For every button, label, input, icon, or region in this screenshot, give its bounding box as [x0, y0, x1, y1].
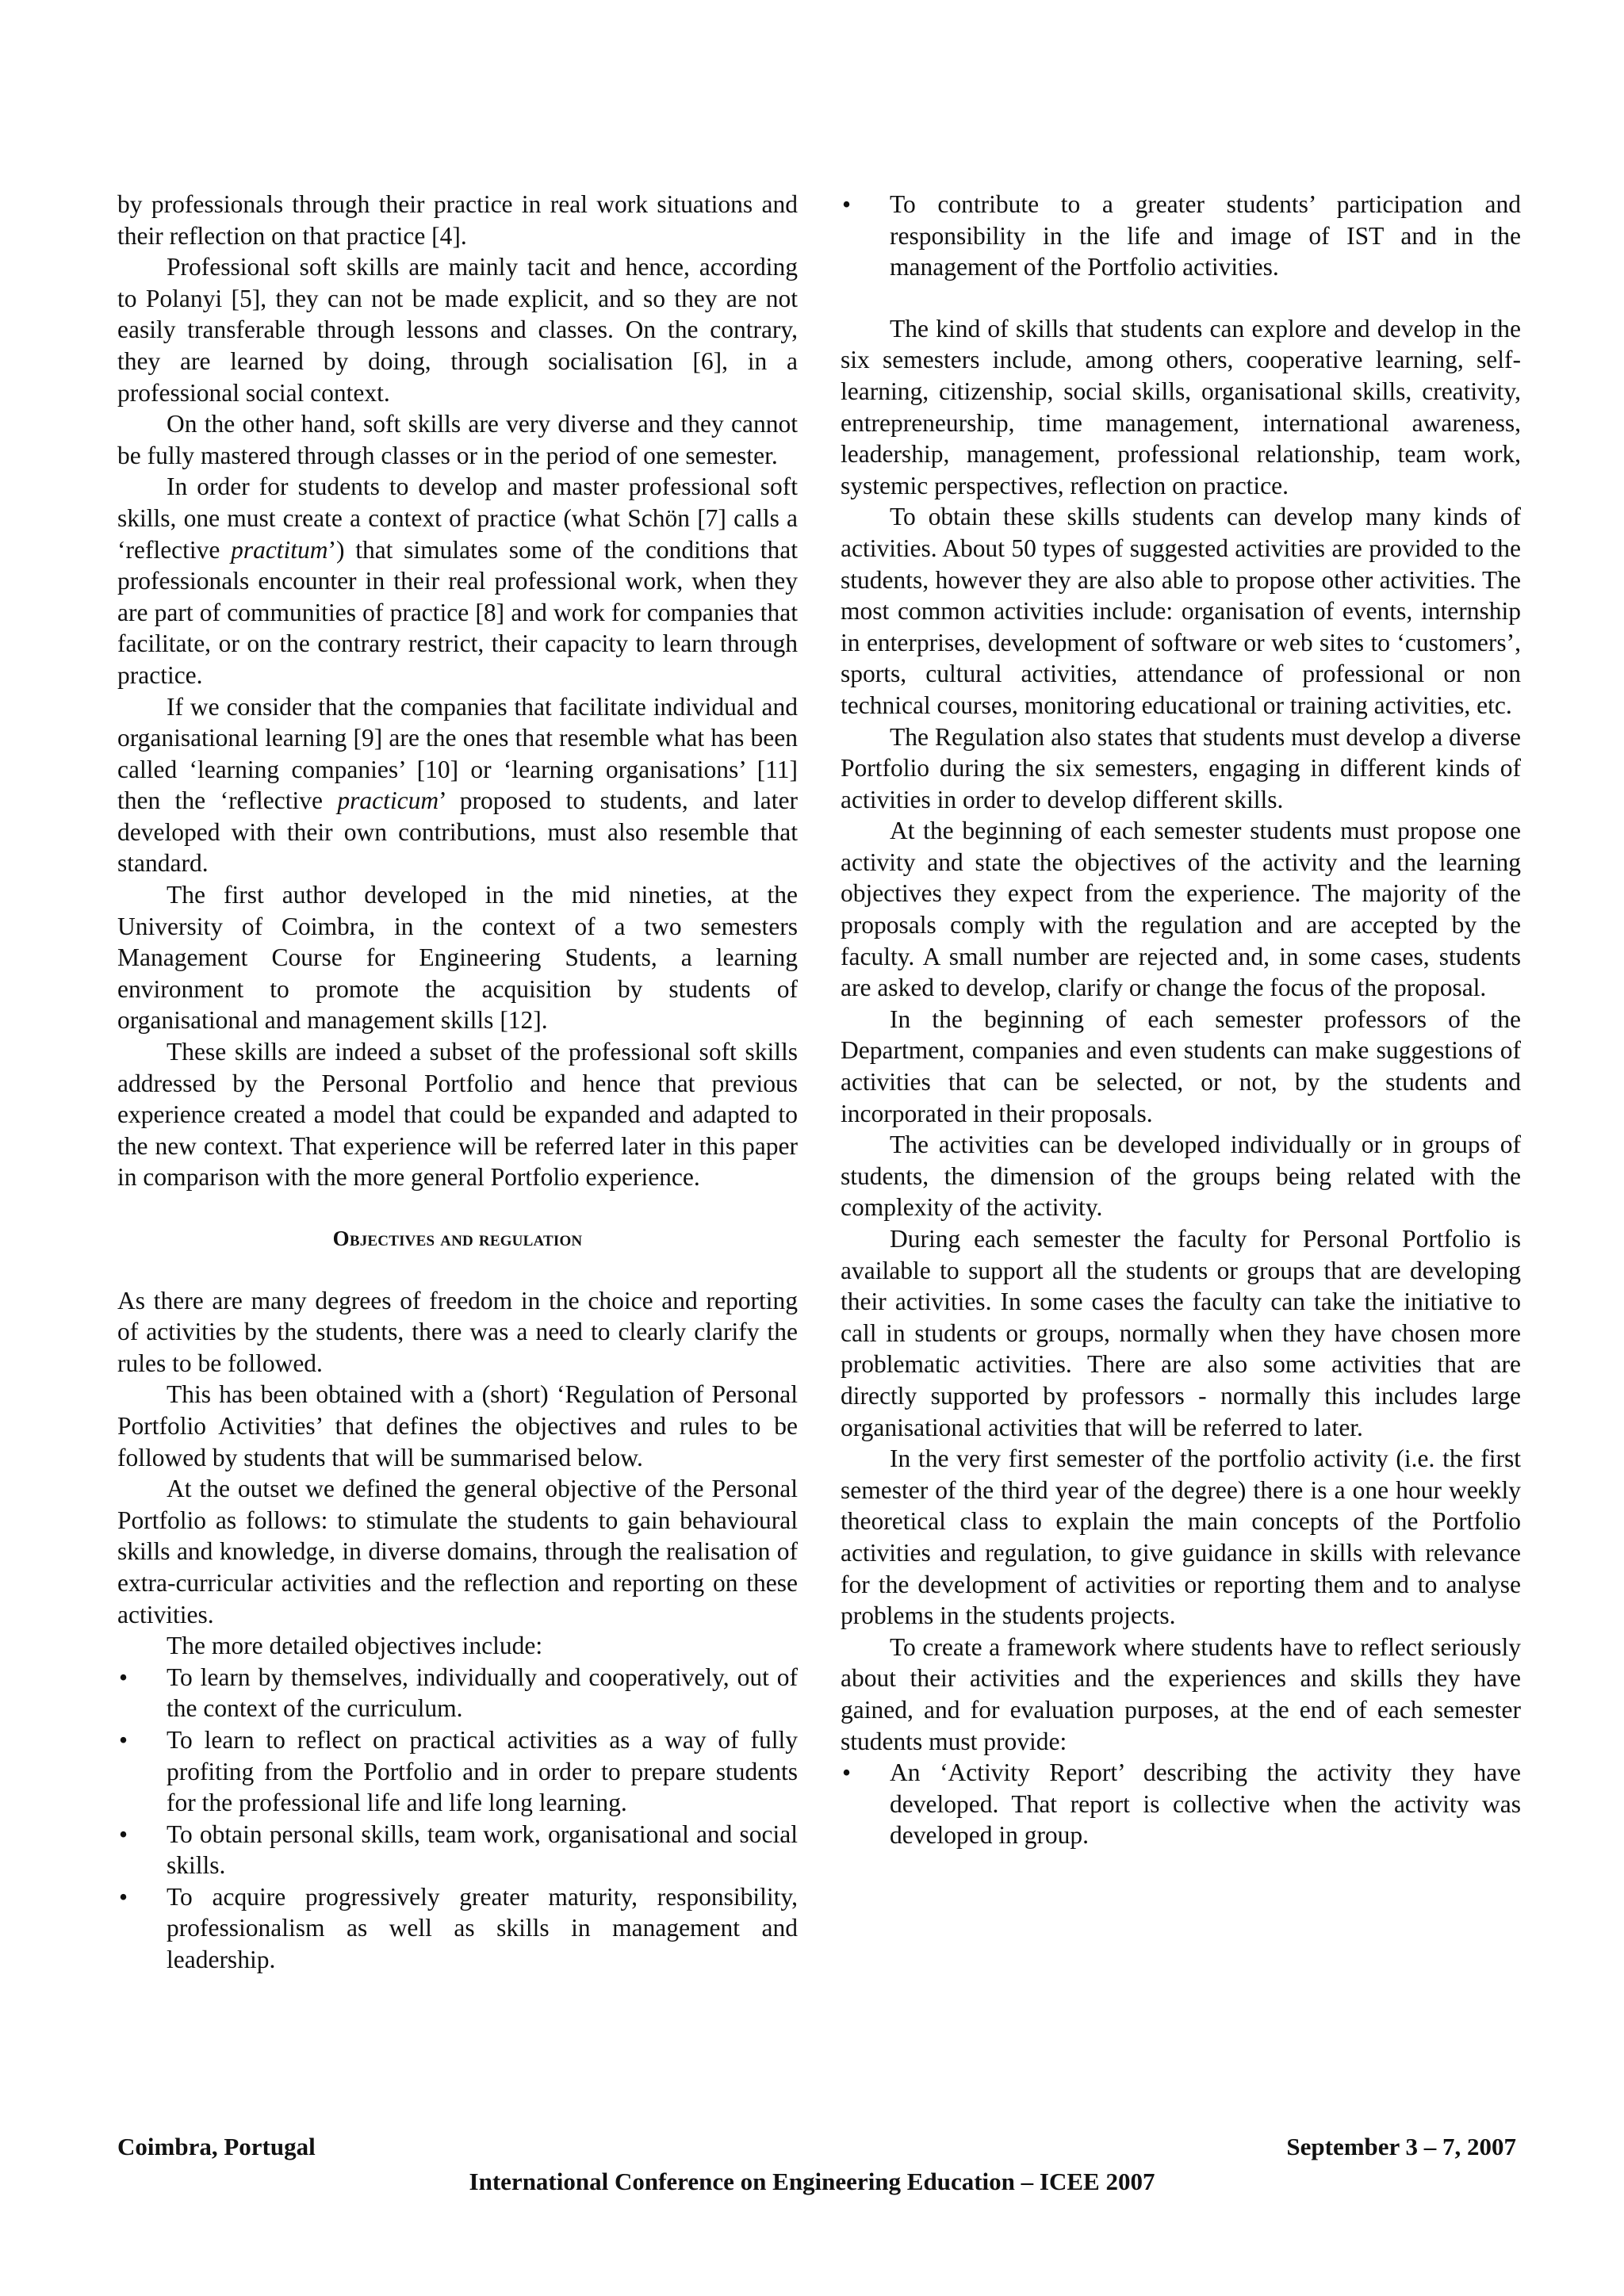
left-column — [117, 189, 798, 1976]
list-item — [117, 1819, 798, 1881]
objectives-list — [117, 1662, 798, 1976]
paragraph: On the other hand, soft skills are very diverse and they cannot be fully mastered through classes or in the period of one semester. — [117, 410, 798, 469]
text-run: In order for students to develop and master professional soft skills, one must create a context of practice (what Schön [7] calls a ‘reflective — [117, 473, 798, 564]
paragraph: These skills are indeed a subset of the professional soft skills addressed by the Personal Portfolio and hence that previous experience created a model that could be expanded and adapted to the new context. That experience will be referred later in this paper in comparison with the more general Portfolio experience. — [117, 1038, 798, 1192]
list-item — [117, 1881, 798, 1976]
bullet-icon: • — [842, 1758, 852, 1787]
list-item-text: To learn to reflect on practical activities as a way of fully profiting from the Portfolio and in order to prepare students for the professional life and life long learning. — [167, 1725, 798, 1817]
footer-dates: September 3 – 7, 2007 — [1286, 2133, 1516, 2160]
paragraph: In the very first semester of the portfolio activity (i.e. the first semester of the third year of the degree) there is a one hour weekly theoretical class to explain the main concepts of the Portfolio activities and regulation, to give guidance in skills with relevance for the development of activities or reporting them and to analyse problems in the students projects. — [841, 1445, 1521, 1630]
text-run: If we consider that the companies that facilitate individual and organisational learning [9] are the ones that resemble what has been called ‘learning companies’ [10] or ‘learning organisations’ [11] then the ‘reflective — [117, 692, 798, 815]
list-item — [117, 1662, 798, 1724]
list-item — [841, 1757, 1521, 1851]
list-item-text: To acquire progressively greater maturity, responsibility, professionalism as well as skills in management and leadership. — [167, 1882, 798, 1974]
footer-conference: International Conference on Engineering Education – ICEE 2007 — [469, 2168, 1155, 2195]
objectives-list-continued — [841, 189, 1521, 283]
italic-term: practicum — [337, 786, 439, 815]
bullet-icon: • — [119, 1820, 128, 1848]
paragraph: To obtain these skills students can develop many kinds of activities. About 50 types of suggested activities are provided to the students, however they are also able to propose other activities. The most common activities include: organisation of events, internship in enterprises, development of software or web sites to ‘customers’, sports, cultural activities, attendance of professional or non technical courses, monitoring educational or training activities, etc. — [841, 503, 1521, 719]
list-item-text: To obtain personal skills, team work, organisational and social skills. — [167, 1820, 798, 1880]
paragraph: This has been obtained with a (short) ‘Regulation of Personal Portfolio Activities’ that defines the objectives and rules to be followed by students that will be summarised below. — [117, 1380, 798, 1471]
footer-location: Coimbra, Portugal — [117, 2133, 316, 2160]
paragraph: The Regulation also states that students must develop a diverse Portfolio during the six semesters, engaging in different kinds of activities in order to develop different skills. — [841, 722, 1521, 813]
section-heading: Objectives and regulation — [332, 1226, 583, 1250]
paragraph: To create a framework where students have to reflect seriously about their activities and the experiences and skills they have gained, and for evaluation purposes, at the end of each semester students must provide: — [841, 1632, 1521, 1755]
bullet-icon: • — [119, 1725, 128, 1754]
paragraph: The first author developed in the mid nineties, at the University of Coimbra, in the context of a two semesters Management Course for Engineering Students, a learning environment to promote the acquisition by students of organisational and management skills [12]. — [117, 881, 798, 1035]
paragraph: During each semester the faculty for Personal Portfolio is available to support all the students or groups that are developing their activities. In some cases the faculty can take the initiative to call in students or groups, normally when they have chosen more problematic activities. There are also some activities that are directly supported by professors - normally this includes large organisational activities that will be referred to later. — [841, 1225, 1521, 1441]
list-item-text: An ‘Activity Report’ describing the activity they have developed. That report is collective when the activity was developed in group. — [890, 1758, 1521, 1850]
paragraph: The more detailed objectives include: — [167, 1632, 543, 1660]
paragraph — [117, 691, 798, 880]
list-item-text: To learn by themselves, individually and cooperatively, out of the context of the curriculum. — [167, 1663, 798, 1723]
list-item — [117, 1724, 798, 1819]
paragraph: At the beginning of each semester students must propose one activity and state the objectives of the activity and the learning objectives they expect from the experience. The majority of the proposals comply with the regulation and are accepted by the faculty. A small number are rejected and, in some cases, students are asked to develop, clarify or change the focus of the proposal. — [841, 817, 1521, 1002]
paragraph: In the beginning of each semester professors of the Department, companies and even students can make suggestions of activities that can be selected, or not, by the students and incorporated in their proposals. — [841, 1004, 1521, 1127]
paragraph: At the outset we defined the general objective of the Personal Portfolio as follows: to stimulate the students to gain behavioural skills and knowledge, in diverse domains, through the realisation of extra-curricular activities and the reflection and reporting on these activities. — [117, 1475, 798, 1628]
paragraph: by professionals through their practice in real work situations and their reflection on that practice [4]. — [117, 190, 798, 250]
bullet-icon: • — [119, 1663, 128, 1691]
list-item-text: To contribute to a greater students’ participation and responsibility in the life and image of IST and in the management of the Portfolio activities. — [890, 190, 1521, 281]
italic-term: practitum — [231, 535, 328, 564]
bullet-icon: • — [119, 1882, 128, 1911]
bullet-icon: • — [842, 190, 852, 218]
paragraph: The activities can be developed individually or in groups of students, the dimension of the groups being related with the complexity of the activity. — [841, 1131, 1521, 1222]
right-column — [841, 189, 1521, 1851]
text-run: ’ proposed to students, and later developed with their own contributions, must also resemble that standard. — [117, 786, 798, 878]
paragraph — [117, 471, 798, 691]
paragraph: The kind of skills that students can explore and develop in the six semesters include, among others, cooperative learning, self-learning, citizenship, social skills, organisational skills, creativity, entrepreneurship, time management, international awareness, leadership, management, professional relationship, team work, systemic perspectives, reflection on practice. — [841, 314, 1521, 499]
paragraph: As there are many degrees of freedom in the choice and reporting of activities by the students, there was a need to clearly clarify the rules to be followed. — [117, 1286, 798, 1377]
text-run: ’) that simulates some of the conditions that professionals encounter in their real professional work, when they are part of communities of practice [8] and work for companies that facilitate, or on the contrary restrict, their capacity to learn through practice. — [117, 535, 798, 689]
deliverables-list — [841, 1757, 1521, 1851]
paragraph: Professional soft skills are mainly tacit and hence, according to Polanyi [5], they can not be made explicit, and so they are not easily transferable through lessons and classes. On the contrary, they are learned by doing, through socialisation [6], in a professional social context. — [117, 253, 798, 407]
list-item — [841, 189, 1521, 283]
